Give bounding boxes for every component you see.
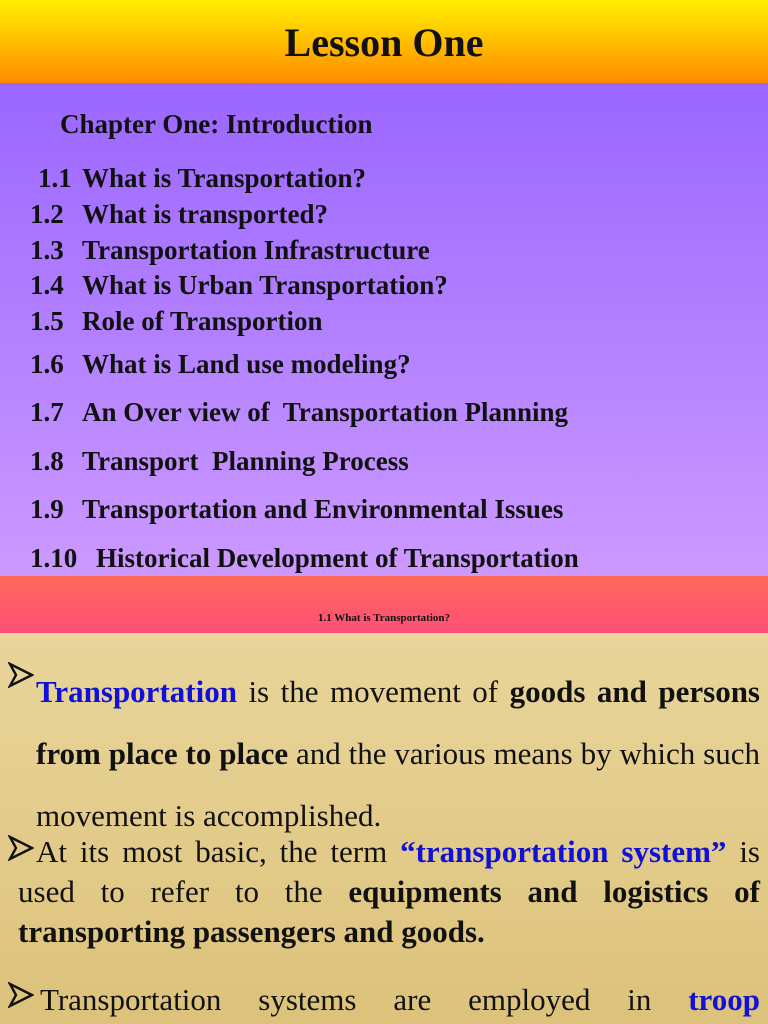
toc-text: An Over view of Transportation Planning xyxy=(82,397,569,427)
toc-item xyxy=(30,348,411,380)
slide2-title: 1.1 What is Transportation? xyxy=(317,612,451,624)
paragraph-system xyxy=(18,832,760,952)
text: Transportation systems are employed in xyxy=(40,982,689,1017)
toc-text: What is Land use modeling? xyxy=(82,349,411,379)
bold-text: equipments and logistics of transporting passengers and goods. xyxy=(18,874,760,949)
term-transportation-system: “transportation system” xyxy=(400,834,727,869)
toc-item xyxy=(30,305,323,337)
toc-item xyxy=(30,493,563,525)
bold-text: goods and persons from place to place xyxy=(36,674,760,771)
text: is the movement of xyxy=(236,674,510,709)
term-troop: troop xyxy=(688,982,760,1017)
toc-item xyxy=(30,198,328,230)
toc-item xyxy=(30,396,568,428)
text: and the various means by which such movement is accomplished. xyxy=(36,736,760,833)
toc-number: 1.5 xyxy=(30,306,64,336)
toc-number: 1.1 xyxy=(38,163,72,193)
text: At its most basic, the term xyxy=(36,834,401,869)
toc-item xyxy=(30,542,579,574)
term-transportation: Transportation xyxy=(36,674,237,709)
toc-item xyxy=(30,445,409,477)
toc-number: 1.6 xyxy=(30,349,64,379)
chapter-heading: Chapter One: Introduction xyxy=(60,109,373,139)
arrow-bullet-icon xyxy=(8,982,34,1014)
text: is used to refer to the xyxy=(18,834,760,909)
toc-number: 1.2 xyxy=(30,199,64,229)
toc-number: 1.10 xyxy=(30,543,78,573)
paragraph-employed xyxy=(40,980,760,1020)
toc-text: Transport Planning Process xyxy=(82,446,409,476)
arrow-bullet-icon xyxy=(8,662,34,694)
toc-text: What is Transportation? xyxy=(82,163,367,193)
toc-number: 1.4 xyxy=(30,270,64,300)
toc-text: Transportation and Environmental Issues xyxy=(82,494,564,524)
toc-text: Transportation Infrastructure xyxy=(82,235,430,265)
toc-text: Historical Development of Transportation xyxy=(96,543,579,573)
toc-number: 1.3 xyxy=(30,235,64,265)
slide1-title: Lesson One xyxy=(284,20,484,65)
toc-text: What is Urban Transportation? xyxy=(82,270,448,300)
paragraph-definition xyxy=(36,661,760,847)
toc-number: 1.8 xyxy=(30,446,64,476)
toc-item xyxy=(30,234,430,266)
toc-number: 1.7 xyxy=(30,397,64,427)
toc-item xyxy=(30,269,448,301)
toc-item xyxy=(38,162,366,194)
toc-number: 1.9 xyxy=(30,494,64,524)
toc-text: Role of Transportion xyxy=(82,306,323,336)
toc-text: What is transported? xyxy=(82,199,329,229)
